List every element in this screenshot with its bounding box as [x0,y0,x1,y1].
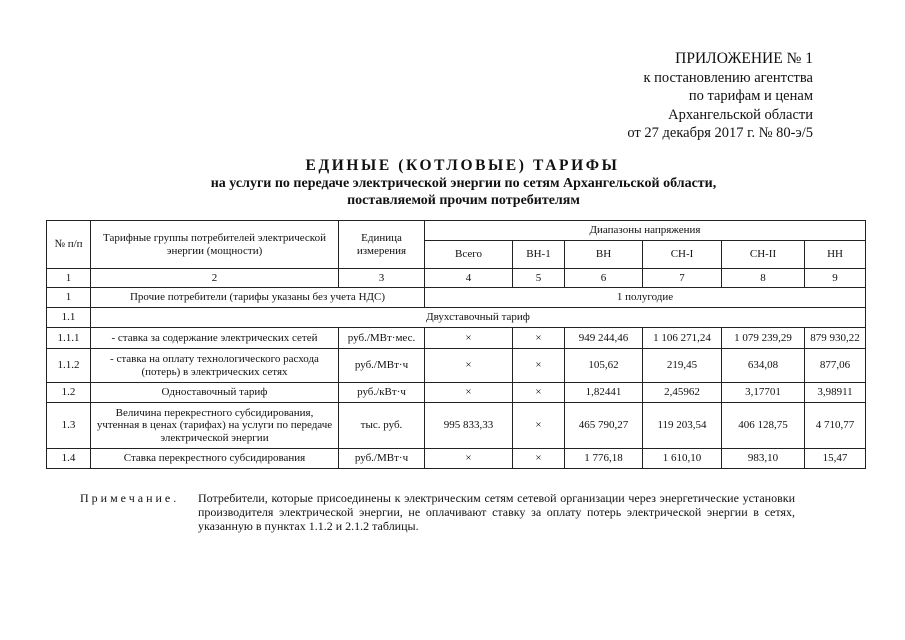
header-col-nn: НН [805,241,866,269]
row-value-nn: 879 930,22 [805,328,866,349]
row-value-total: 995 833,33 [425,403,513,449]
row-value-vn1: × [513,349,565,383]
row-value-nn: 3,98911 [805,383,866,403]
document-title [0,156,905,209]
row-value-total: × [425,328,513,349]
row-value-sn1: 1 610,10 [643,449,722,469]
subsection-row [47,308,866,328]
row-unit: руб./МВт·мес. [339,328,425,349]
row-value-nn: 15,47 [805,449,866,469]
row-value-vn: 949 244,46 [565,328,643,349]
row-name: - ставка за содержание электрических сетей [91,328,339,349]
index-cell: 8 [722,269,805,288]
row-value-sn2: 406 128,75 [722,403,805,449]
table-row [47,449,866,469]
tariff-table [46,220,866,469]
row-num: 1.2 [47,383,91,403]
row-num: 1.1.2 [47,349,91,383]
index-cell: 4 [425,269,513,288]
note-block [80,491,795,533]
row-value-sn1: 219,45 [643,349,722,383]
table-row [47,403,866,449]
row-value-sn1: 119 203,54 [643,403,722,449]
index-cell: 3 [339,269,425,288]
table-row [47,383,866,403]
header-ranges: Диапазоны напряжения [425,221,866,241]
row-value-sn1: 2,45962 [643,383,722,403]
header-group: Тарифные группы потребителей электрической энергии (мощности) [91,221,339,269]
row-unit: тыс. руб. [339,403,425,449]
row-name: Одноставочный тариф [91,383,339,403]
index-row [47,269,866,288]
row-value-vn: 1 776,18 [565,449,643,469]
index-cell: 5 [513,269,565,288]
row-value-vn1: × [513,383,565,403]
row-value-nn: 4 710,77 [805,403,866,449]
row-value-vn: 105,62 [565,349,643,383]
subsection-name: Двухставочный тариф [91,308,866,328]
section-period: 1 полугодие [425,288,866,308]
note-label: Примечание. [80,491,180,505]
subsection-num: 1.1 [47,308,91,328]
row-value-sn2: 3,17701 [722,383,805,403]
row-value-nn: 877,06 [805,349,866,383]
row-value-vn: 1,82441 [565,383,643,403]
row-value-vn1: × [513,449,565,469]
row-unit: руб./кВт·ч [339,383,425,403]
index-cell: 1 [47,269,91,288]
title-subtitle-1: на услуги по передаче электрической энергии по сетям Архангельской области, [210,176,717,191]
row-value-sn1: 1 106 271,24 [643,328,722,349]
section-name: Прочие потребители (тарифы указаны без учета НДС) [91,288,425,308]
header-col-total: Всего [425,241,513,269]
header-col-sn2: СН-II [722,241,805,269]
header-unit: Единица измерения [339,221,425,269]
index-cell: 7 [643,269,722,288]
row-name: Ставка перекрестного субсидирования [91,449,339,469]
appendix-header [483,50,813,143]
row-value-sn2: 983,10 [722,449,805,469]
title-main: ЕДИНЫЕ (КОТЛОВЫЕ) ТАРИФЫ [305,157,620,174]
row-name: - ставка на оплату технологического расхода (потерь) в электрических сетях [91,349,339,383]
row-value-total: × [425,383,513,403]
row-num: 1.3 [47,403,91,449]
row-name: Величина перекрестного субсидирования, учтенная в ценах (тарифах) на услуги по передаче электрической энергии [91,403,339,449]
appendix-line-3: по тарифам и ценам [688,88,813,104]
index-cell: 6 [565,269,643,288]
row-value-vn1: × [513,328,565,349]
row-num: 1.4 [47,449,91,469]
appendix-date: от 27 декабря 2017 г. № 80-э/5 [627,125,813,141]
note-text: Потребители, которые присоединены к электрическим сетям сетевой организации через энергетические установки производителя электрической энергии, не оплачивают ставку за оплату потерь электрической энергии в сетях, указанную в пунктах 1.1.2 и 2.1.2 таблицы. [198,491,795,533]
section-row [47,288,866,308]
title-subtitle-2: поставляемой прочим потребителям [347,193,580,208]
table-row [47,349,866,383]
table-row [47,328,866,349]
row-unit: руб./МВт·ч [339,449,425,469]
row-value-sn2: 634,08 [722,349,805,383]
header-num: № п/п [47,221,91,269]
header-col-vn: ВН [565,241,643,269]
row-value-total: × [425,449,513,469]
header-col-sn1: СН-I [643,241,722,269]
index-cell: 9 [805,269,866,288]
index-cell: 2 [91,269,339,288]
row-value-total: × [425,349,513,383]
header-col-vn1: ВН-1 [513,241,565,269]
row-unit: руб./МВт·ч [339,349,425,383]
row-value-vn: 465 790,27 [565,403,643,449]
appendix-line-4: Архангельской области [668,106,813,123]
appendix-number: ПРИЛОЖЕНИЕ № 1 [675,50,813,67]
row-num: 1.1.1 [47,328,91,349]
row-value-vn1: × [513,403,565,449]
section-num: 1 [47,288,91,308]
appendix-line-2: к постановлению агентства [643,69,813,86]
row-value-sn2: 1 079 239,29 [722,328,805,349]
